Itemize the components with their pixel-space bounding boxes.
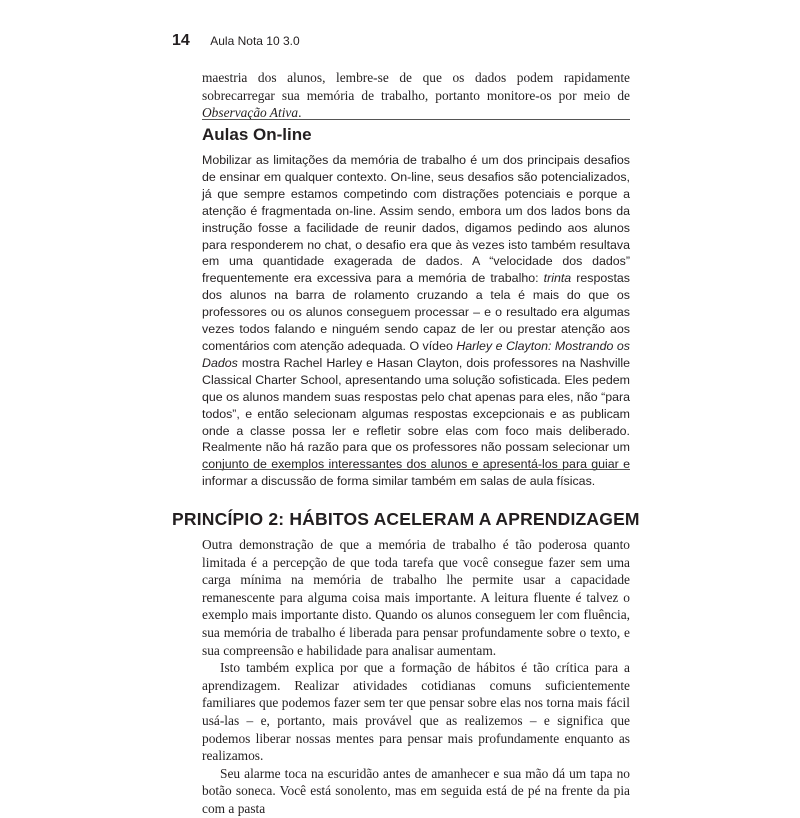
box-top-rule	[202, 119, 630, 120]
box-italic-1: trinta	[543, 271, 572, 286]
body-paragraph-2: Isto também explica por que a formação de hábitos é tão crítica para a aprendizagem. Realizar atividades cotidianas comuns suficientemente familiares que podemos fazer sem ter que pensar sobre elas nos torna mais fácil usá-las – e, portanto, mais provável que as realizemos – e significa que podemos liberar nossas mentes para pensar mais profundamente enquanto as realizamos.	[202, 660, 630, 764]
intro-paragraph	[202, 69, 630, 122]
sidebar-box-online-classes	[202, 124, 630, 490]
box-paragraph	[202, 152, 630, 490]
box-title: Aulas On-line	[202, 125, 312, 144]
section-body	[202, 536, 630, 818]
running-head-title: Aula Nota 10 3.0	[210, 34, 300, 48]
intro-text: maestria dos alunos, lembre-se de que os dados podem rapidamente sobrecarregar sua memória de trabalho, portanto monitore-os por meio de	[202, 70, 630, 103]
body-paragraph-1: Outra demonstração de que a memória de trabalho é tão poderosa quanto limitada é a percepção de que toda tarefa que você consegue fazer sem uma carga mínima na memória de trabalho lhe permite usar a capacidade remanescente para alguma coisa mais importante. A leitura fluente é talvez o exemplo mais importante disto. Quando os alunos conseguem ler com fluência, sua memória de trabalho é liberada para pensar profundamente sobre o texto, e sua compreensão e habilidade para analisar aumentam.	[202, 537, 630, 658]
box-video-title: Harley e Clayton: Mostrando os Dados	[202, 338, 630, 370]
section-heading: PRINCÍPIO 2: HÁBITOS ACELERAM A APRENDIZAGEM	[172, 509, 640, 529]
box-text-1: Mobilizar as limitações da memória de trabalho é um dos principais desafios de ensinar em qualquer contexto. On-line, seus desafios são potencializados, já que sempre estamos competindo com distrações potenciais e porque a atenção é fragmentada on-line. Assim sendo, embora um dos lados bons da instrução fosse a facilidade de reunir dados, digamos pedindo aos alunos para responderem no chat, o desafio era que às vezes isto também resultava em uma quantidade exagerada de dados. A “velocidade dos dados” frequentemente era excessiva para a memória de trabalho:	[202, 153, 630, 286]
intro-text-end: .	[298, 105, 302, 121]
page-number: 14	[172, 32, 190, 49]
box-text-3: mostra Rachel Harley e Hasan Clayton, dois professores na Nashville Classical Charter School, apresentando uma solução sofisticada. Eles pedem que os alunos mandem suas respostas pelo chat apenas para eles, não “para todos”, e então selecionam algumas respostas excepcionais e as publicam onde a classe possa ler e refletir sobre elas com foco mais deliberado. Realmente não há razão para que os professores não possam selecionar um conjunto de exemplos interessantes dos alunos e apresentá-los para guiar e informar a discussão de forma similar também em salas de aula físicas.	[202, 355, 630, 489]
running-head	[172, 32, 300, 50]
box-bottom-rule	[202, 469, 630, 470]
box-text-2: respostas dos alunos na barra de rolamento cruzando a tela é mais do que os professores ou os alunos conseguem processar – e o resultado era algumas vezes todos falando e ninguém sendo capaz de ler ou prestar atenção aos comentários com atenção adequada. O vídeo	[202, 271, 630, 353]
body-paragraph-3: Seu alarme toca na escuridão antes de amanhecer e sua mão dá um tapa no botão soneca. Você está sonolento, mas em seguida está de pé na frente da pia com a pasta	[202, 765, 630, 816]
intro-italic-term: Observação Ativa	[202, 105, 299, 121]
